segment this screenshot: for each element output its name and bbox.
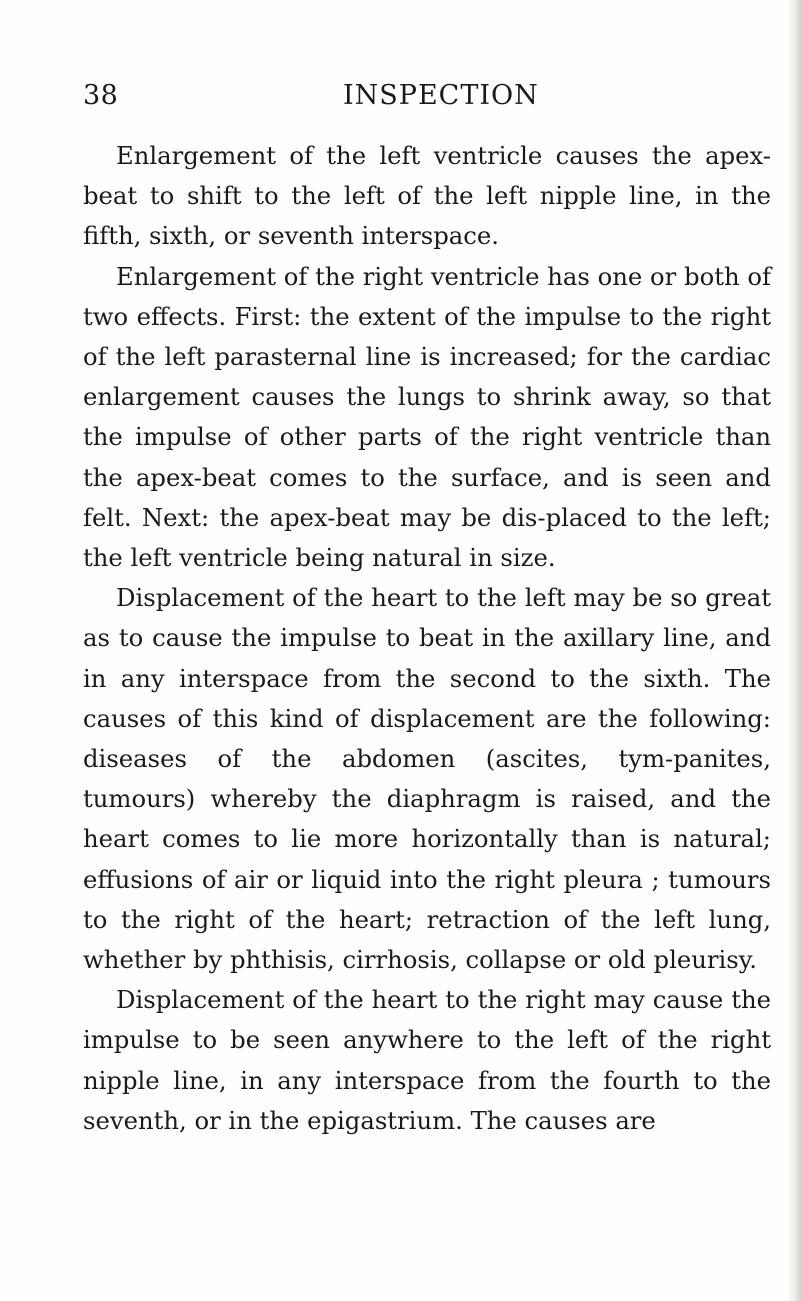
page-edge-shadow	[787, 0, 801, 1301]
paragraph-displacement-left: Displacement of the heart to the left may be so great as to cause the impulse to beat in the axillary line, and in any interspace from the second to the sixth. The causes of this kind of displacement are the following: diseases of the abdomen (ascites, tym-panites, tumours) whereby the diaphragm is raised, and the heart comes to lie more horizontally than is natural; effusions of air or liquid into the right pleura ; tumours to the right of the heart; retraction of the left lung, whether by phthisis, cirrhosis, collapse or old pleurisy.	[83, 583, 771, 975]
page-header	[83, 80, 771, 120]
body-text	[83, 136, 771, 1141]
page-number: 38	[83, 80, 119, 111]
paragraph-displacement-right: Displacement of the heart to the right may cause the impulse to be seen anywhere to the left of the right nipple line, in any interspace from the fourth to the seventh, or in the epigastrium. The causes are	[83, 985, 771, 1135]
running-head: INSPECTION	[343, 80, 539, 111]
paragraph-right-ventricle-enlargement: Enlargement of the right ventricle has one or both of two effects. First: the extent of the impulse to the right of the left parasternal line is increased; for the cardiac enlargement causes the lungs to shrink away, so that the impulse of other parts of the right ventricle than the apex-beat comes to the surface, and is seen and felt. Next: the apex-beat may be dis-placed to the left; the left ventricle being natural in size.	[83, 261, 771, 573]
paragraph-left-ventricle-enlargement: Enlargement of the left ventricle causes the apex-beat to shift to the left of the left nipple line, in the fifth, sixth, or seventh interspace.	[83, 141, 771, 251]
